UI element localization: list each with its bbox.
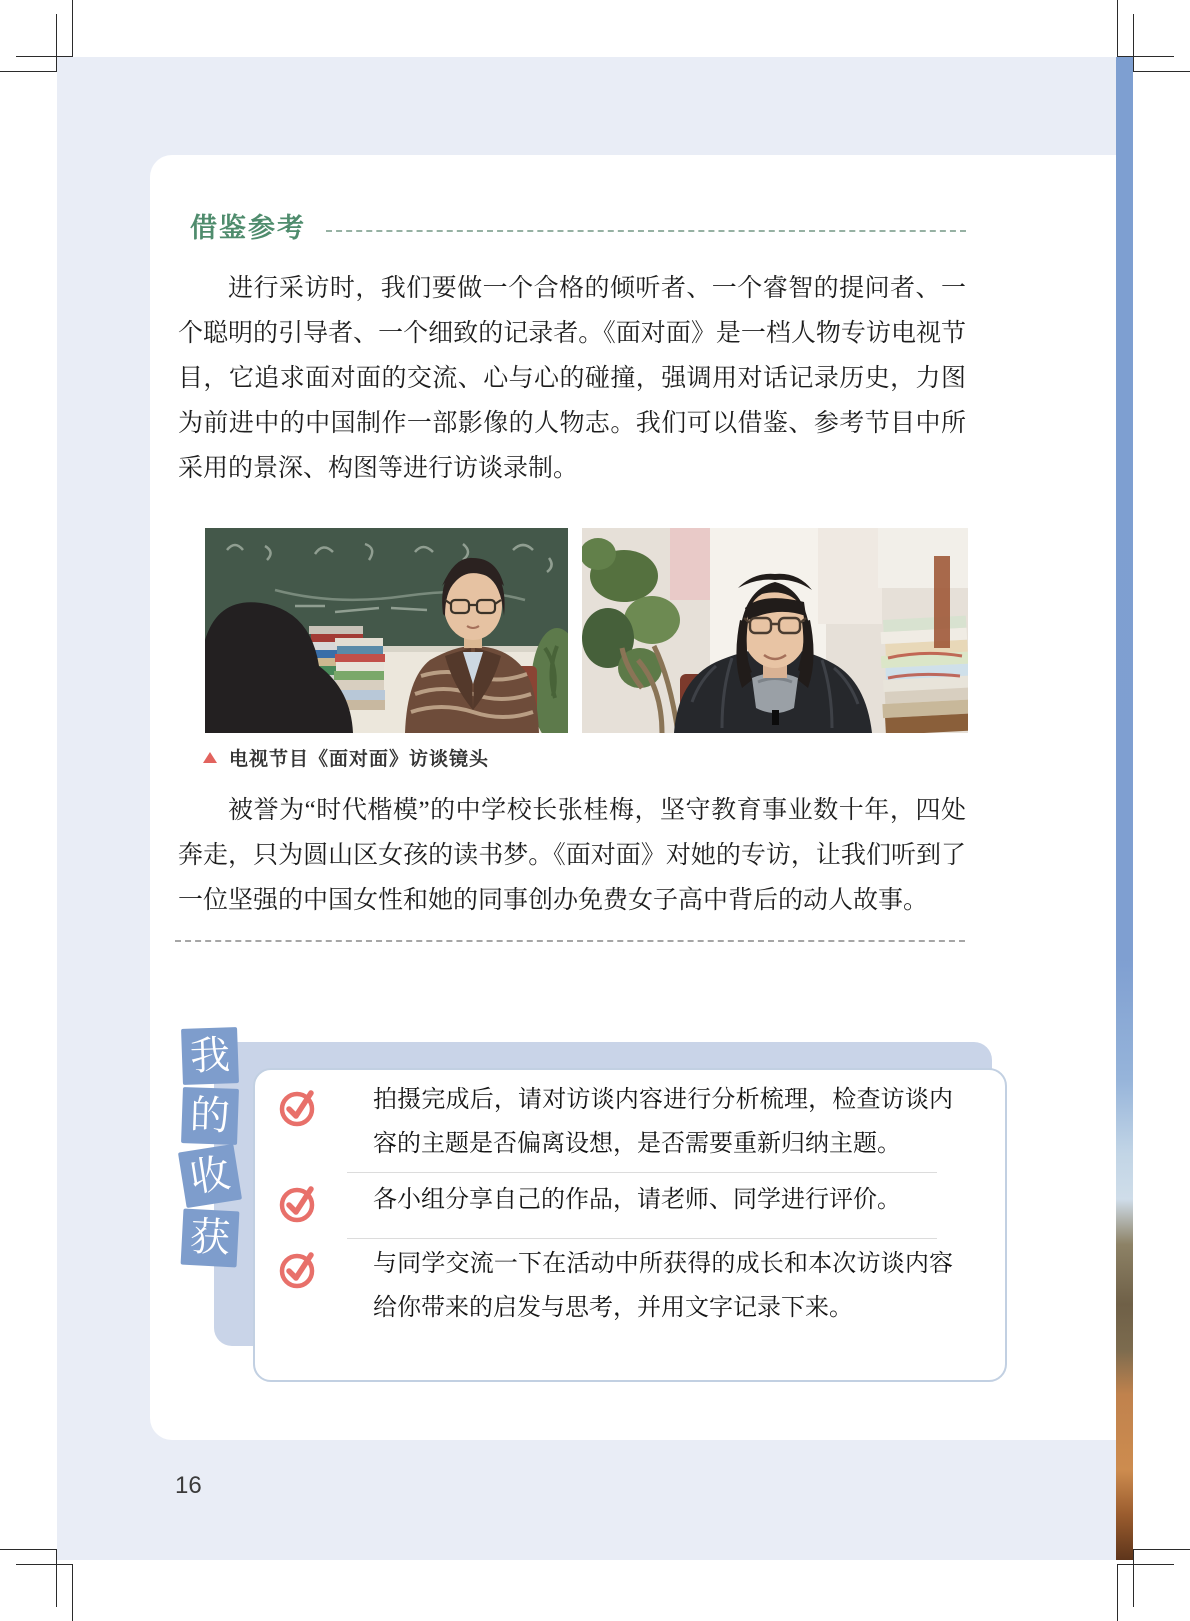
harvest-label-tile xyxy=(181,1027,239,1085)
intro-paragraph: 进行采访时，我们要做一个合格的倾听者、一个睿智的提问者、一个聪明的引导者、一个细致的记录者。《面对面》是一档人物专访电视节目，它追求面对面的交流、心与心的碰撞，强调用对话记录历史，力图为前进中的中国制作一部影像的人物志。我们可以借鉴、参考节目中所采用的景深、构图等进行访谈录制。 xyxy=(178,275,966,482)
crop-mark xyxy=(72,0,73,56)
crop-mark xyxy=(1133,71,1190,72)
crop-mark xyxy=(0,71,57,72)
harvest-item: 拍摄完成后，请对访谈内容进行分析梳理，检查访谈内容的主题是否偏离设想，是否需要重新归纳主题。 xyxy=(373,1087,953,1157)
section-header xyxy=(190,206,966,245)
dashed-divider xyxy=(175,940,965,942)
item-divider xyxy=(347,1238,937,1239)
harvest-label-tile xyxy=(181,1087,239,1145)
page-number: 16 xyxy=(175,1472,202,1499)
harvest-label-char: 收 xyxy=(186,1150,234,1201)
crop-mark xyxy=(72,1565,73,1621)
check-icon xyxy=(277,1086,319,1128)
harvest-label-char: 获 xyxy=(188,1213,232,1262)
harvest-label-char: 的 xyxy=(189,1092,231,1139)
story-paragraph: 被誉为“时代楷模”的中学校长张桂梅，坚守教育事业数十年，四处奔走，只为圆山区女孩的读书梦。《面对面》对她的专访，让我们听到了一位坚强的中国女性和她的同事创办免费女子高中背后的动人故事。 xyxy=(178,797,966,914)
check-icon xyxy=(277,1248,319,1290)
interview-photo-right xyxy=(582,528,968,733)
crop-mark xyxy=(1117,1565,1118,1621)
crop-mark xyxy=(16,1564,73,1565)
section-title: 借鉴参考 xyxy=(190,213,306,243)
decorative-landscape-strip xyxy=(1116,57,1133,1560)
harvest-label-tile xyxy=(178,1144,242,1208)
harvest-item: 各小组分享自己的作品，请老师、同学进行评价。 xyxy=(373,1187,901,1213)
harvest-item: 与同学交流一下在活动中所获得的成长和本次访谈内容给你带来的启发与思考，并用文字记录下来。 xyxy=(373,1251,953,1321)
crop-mark xyxy=(1133,1549,1134,1607)
figure-caption xyxy=(203,744,489,771)
caption-text: 电视节目《面对面》访谈镜头 xyxy=(229,749,490,770)
check-icon xyxy=(277,1182,319,1224)
interview-photo-left xyxy=(205,528,568,733)
harvest-label-char: 我 xyxy=(189,1032,231,1079)
crop-mark xyxy=(1117,1564,1174,1565)
crop-mark xyxy=(1133,14,1134,72)
caption-triangle-icon xyxy=(203,752,217,763)
crop-mark xyxy=(0,1549,57,1550)
crop-mark xyxy=(1117,0,1118,56)
dotted-rule xyxy=(326,230,966,232)
item-divider xyxy=(347,1172,937,1173)
harvest-card xyxy=(253,1068,1007,1382)
harvest-label-tile xyxy=(181,1209,240,1268)
crop-mark xyxy=(1133,1549,1190,1550)
